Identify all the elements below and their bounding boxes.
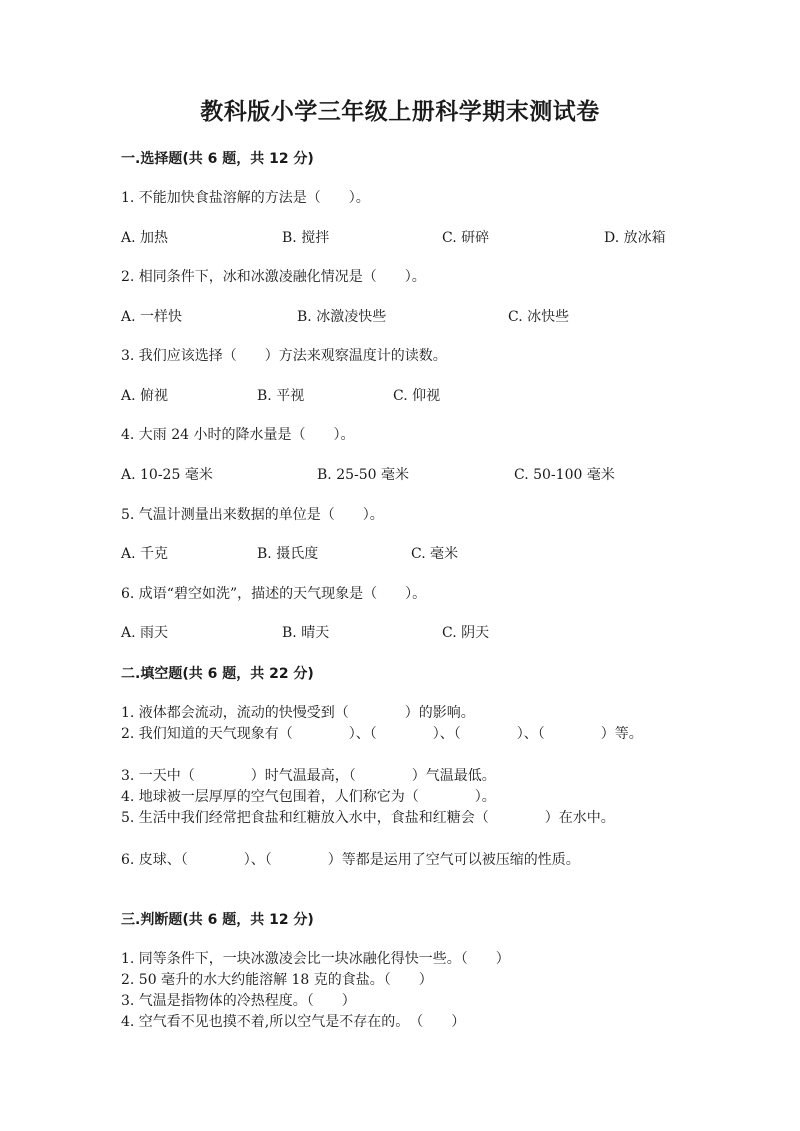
- question-text: 3. 一天中（ ）时气温最高，（ ）气温最低。: [121, 768, 496, 784]
- question-text: 2. 我们知道的天气现象有（ ）、（ ）、（ ）、（ ）等。: [121, 726, 643, 742]
- question-text: 3. 我们应该选择（ ）方法来观察温度计的读数。: [121, 348, 447, 364]
- question-text: 4. 地球被一层厚厚的空气包围着，人们称它为（ ）。: [121, 789, 496, 805]
- question-text: 5. 气温计测量出来数据的单位是（ ）。: [121, 507, 384, 523]
- option-a: A. 千克: [121, 546, 169, 562]
- question-text: 2. 相同条件下，冰和冰激凌融化情况是（ ）。: [121, 269, 426, 285]
- option-c: C. 冰快些: [508, 309, 570, 325]
- option-a: A. 雨天: [121, 625, 169, 641]
- section-heading-judge: 三.判断题(共 6 题，共 12 分): [121, 912, 314, 928]
- option-b: B. 冰激凌快些: [297, 309, 387, 325]
- options-row: [121, 623, 681, 643]
- option-c: C. 毫米: [411, 546, 459, 562]
- option-b: B. 25-50 毫米: [317, 467, 409, 483]
- section-heading-choice: 一.选择题(共 6 题，共 12 分): [121, 151, 314, 167]
- question-text: 3. 气温是指物体的冷热程度。（ ）: [121, 993, 356, 1009]
- question-text: 4. 空气看不见也摸不着,所以空气是不存在的。 （ ）: [121, 1014, 466, 1030]
- option-c: C. 50-100 毫米: [514, 467, 615, 483]
- option-d: D. 放冰箱: [604, 230, 666, 246]
- question-text: 5. 生活中我们经常把食盐和红糖放入水中，食盐和红糖会（ ）在水中。: [121, 810, 615, 826]
- option-b: B. 平视: [257, 388, 305, 404]
- option-a: A. 加热: [121, 230, 169, 246]
- option-c: C. 仰视: [393, 388, 441, 404]
- options-row: [121, 307, 681, 327]
- option-b: B. 搅拌: [282, 230, 330, 246]
- question-text: 1. 不能加快食盐溶解的方法是（ ）。: [121, 190, 370, 206]
- question-text: 6. 成语“碧空如洗”，描述的天气现象是（ ）。: [121, 586, 427, 602]
- options-row: [121, 544, 681, 564]
- page-title: 教科版小学三年级上册科学期末测试卷: [200, 99, 600, 125]
- option-c: C. 阴天: [442, 625, 490, 641]
- options-row: [121, 228, 681, 248]
- option-a: A. 俯视: [121, 388, 169, 404]
- option-b: B. 晴天: [282, 625, 330, 641]
- question-text: 1. 同等条件下，一块冰激凌会比一块冰融化得快一些。（ ）: [121, 951, 510, 967]
- option-a: A. 一样快: [121, 309, 183, 325]
- question-text: 1. 液体都会流动，流动的快慢受到（ ）的影响。: [121, 705, 475, 721]
- option-b: B. 摄氏度: [257, 546, 319, 562]
- options-row: [121, 386, 681, 406]
- option-c: C. 研碎: [442, 230, 490, 246]
- option-a: A. 10-25 毫米: [121, 467, 213, 483]
- question-text: 4. 大雨 24 小时的降水量是（ ）。: [121, 427, 355, 443]
- question-text: 2. 50 毫升的水大约能溶解 18 克的食盐。（ ）: [121, 972, 433, 988]
- section-heading-fill: 二.填空题(共 6 题，共 22 分): [121, 666, 314, 682]
- question-text: 6. 皮球、（ ）、（ ）等都是运用了空气可以被压缩的性质。: [121, 852, 580, 868]
- options-row: [121, 465, 681, 485]
